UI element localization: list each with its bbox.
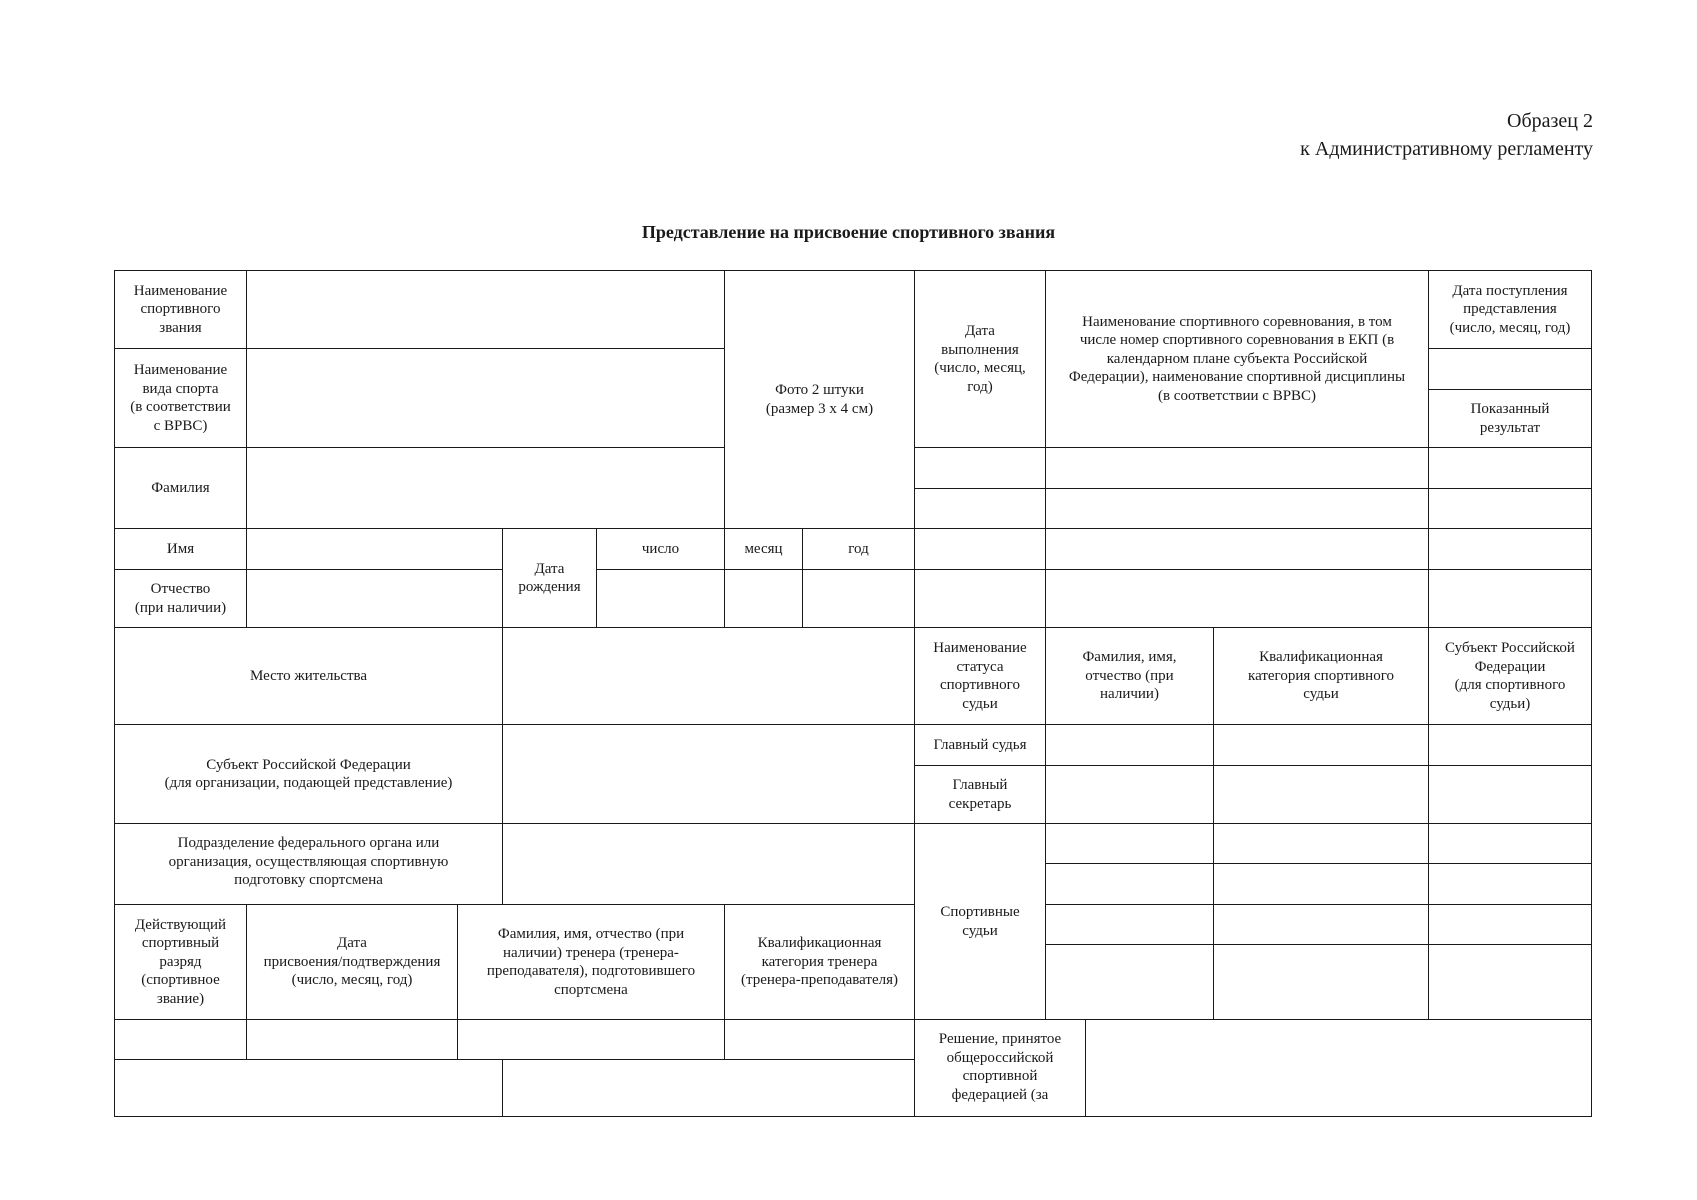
birth-month-field[interactable]: [724, 569, 803, 628]
sport-judge-name-field-3[interactable]: [1045, 904, 1214, 945]
extra-field-right[interactable]: [502, 1059, 915, 1117]
trainer-category-field[interactable]: [724, 1019, 915, 1060]
competition-field-1[interactable]: [1045, 447, 1429, 489]
sport-judge-subject-field-1[interactable]: [1428, 823, 1592, 864]
judge-category-label: Квалификационная категория спортивного судьи: [1213, 627, 1429, 725]
assign-date-label: Дата присвоения/подтверждения (число, месяц, год): [246, 904, 458, 1020]
residence-field[interactable]: [502, 627, 915, 725]
division-label: Подразделение федерального органа или организация, осуществляющая спортивную подготовку спортсмена: [114, 823, 503, 905]
current-rank-label: Действующий спортивный разряд (спортивное звание): [114, 904, 247, 1020]
decision-label: Решение, принятое общероссийской спортивной федерацией (за: [914, 1019, 1086, 1117]
subject-org-field[interactable]: [502, 724, 915, 824]
chief-secretary-category-field[interactable]: [1213, 765, 1429, 824]
date-done-field-2[interactable]: [914, 488, 1046, 529]
trainer-category-label: Квалификационная категория тренера (тренера-преподавателя): [724, 904, 915, 1020]
date-done-label: Дата выполнения (число, месяц, год): [914, 270, 1046, 448]
sample-number: Образец 2: [1507, 110, 1593, 132]
sport-judge-name-field-4[interactable]: [1045, 944, 1214, 1020]
birth-day-label: число: [596, 528, 725, 570]
residence-label: Место жительства: [114, 627, 503, 725]
sport-judge-category-field-1[interactable]: [1213, 823, 1429, 864]
competition-field-2[interactable]: [1045, 488, 1429, 529]
subject-org-label: Субъект Российской Федерации (для организации, подающей представление): [114, 724, 503, 824]
birth-date-label: Дата рождения: [502, 528, 597, 628]
assign-date-field[interactable]: [246, 1019, 458, 1060]
date-received-label: Дата поступления представления (число, месяц, год): [1428, 270, 1592, 349]
sport-kind-label: Наименование вида спорта (в соответствии с ВРВС): [114, 348, 247, 448]
competition-label: Наименование спортивного соревнования, в том числе номер спортивного соревнования в ЕКП (в календарном плане субъекта Российской Федерации), наименование спортивной дисциплины (в соответствии с ВРВС): [1045, 270, 1429, 448]
result-field-3[interactable]: [1428, 528, 1592, 570]
sport-title-field[interactable]: [246, 270, 725, 349]
judge-status-label: Наименование статуса спортивного судьи: [914, 627, 1046, 725]
chief-judge-name-field[interactable]: [1045, 724, 1214, 766]
sport-title-label: Наименование спортивного звания: [114, 270, 247, 349]
patronymic-field[interactable]: [246, 569, 503, 628]
sport-judge-subject-field-3[interactable]: [1428, 904, 1592, 945]
trainer-name-field[interactable]: [457, 1019, 725, 1060]
regulation-reference: к Административному регламенту: [1300, 138, 1593, 160]
sport-judge-category-field-3[interactable]: [1213, 904, 1429, 945]
result-field-2[interactable]: [1428, 488, 1592, 529]
sport-judge-name-field-2[interactable]: [1045, 863, 1214, 905]
competition-field-3[interactable]: [1045, 528, 1429, 570]
chief-judge-label: Главный судья: [914, 724, 1046, 766]
birth-year-field[interactable]: [802, 569, 915, 628]
division-field[interactable]: [502, 823, 915, 905]
sport-judge-name-field-1[interactable]: [1045, 823, 1214, 864]
date-done-field-3[interactable]: [914, 528, 1046, 570]
decision-field[interactable]: [1085, 1019, 1592, 1117]
result-label: Показанный результат: [1428, 389, 1592, 448]
sport-judge-category-field-2[interactable]: [1213, 863, 1429, 905]
date-done-field-1[interactable]: [914, 447, 1046, 489]
sport-kind-field[interactable]: [246, 348, 725, 448]
sport-judge-subject-field-2[interactable]: [1428, 863, 1592, 905]
surname-field[interactable]: [246, 447, 725, 529]
extra-field-left[interactable]: [114, 1059, 503, 1117]
name-label: Имя: [114, 528, 247, 570]
chief-secretary-name-field[interactable]: [1045, 765, 1214, 824]
current-rank-field[interactable]: [114, 1019, 247, 1060]
sport-judges-label: Спортивные судьи: [914, 823, 1046, 1020]
judge-name-label: Фамилия, имя, отчество (при наличии): [1045, 627, 1214, 725]
date-done-field-4[interactable]: [914, 569, 1046, 628]
surname-label: Фамилия: [114, 447, 247, 529]
trainer-name-label: Фамилия, имя, отчество (при наличии) тренера (тренера- преподавателя), подготовившего спортсмена: [457, 904, 725, 1020]
name-field[interactable]: [246, 528, 503, 570]
birth-month-label: месяц: [724, 528, 803, 570]
chief-judge-subject-field[interactable]: [1428, 724, 1592, 766]
result-field-1[interactable]: [1428, 447, 1592, 489]
judge-subject-label: Субъект Российской Федерации (для спортивного судьи): [1428, 627, 1592, 725]
birth-year-label: год: [802, 528, 915, 570]
patronymic-label: Отчество (при наличии): [114, 569, 247, 628]
chief-secretary-label: Главный секретарь: [914, 765, 1046, 824]
chief-secretary-subject-field[interactable]: [1428, 765, 1592, 824]
form-title: Представление на присвоение спортивного звания: [641, 222, 1056, 242]
date-received-field[interactable]: [1428, 348, 1592, 390]
birth-day-field[interactable]: [596, 569, 725, 628]
sport-judge-subject-field-4[interactable]: [1428, 944, 1592, 1020]
photo-placeholder[interactable]: Фото 2 штуки (размер 3 х 4 см): [724, 270, 915, 529]
competition-field-4[interactable]: [1045, 569, 1429, 628]
sport-judge-category-field-4[interactable]: [1213, 944, 1429, 1020]
chief-judge-category-field[interactable]: [1213, 724, 1429, 766]
result-field-4[interactable]: [1428, 569, 1592, 628]
